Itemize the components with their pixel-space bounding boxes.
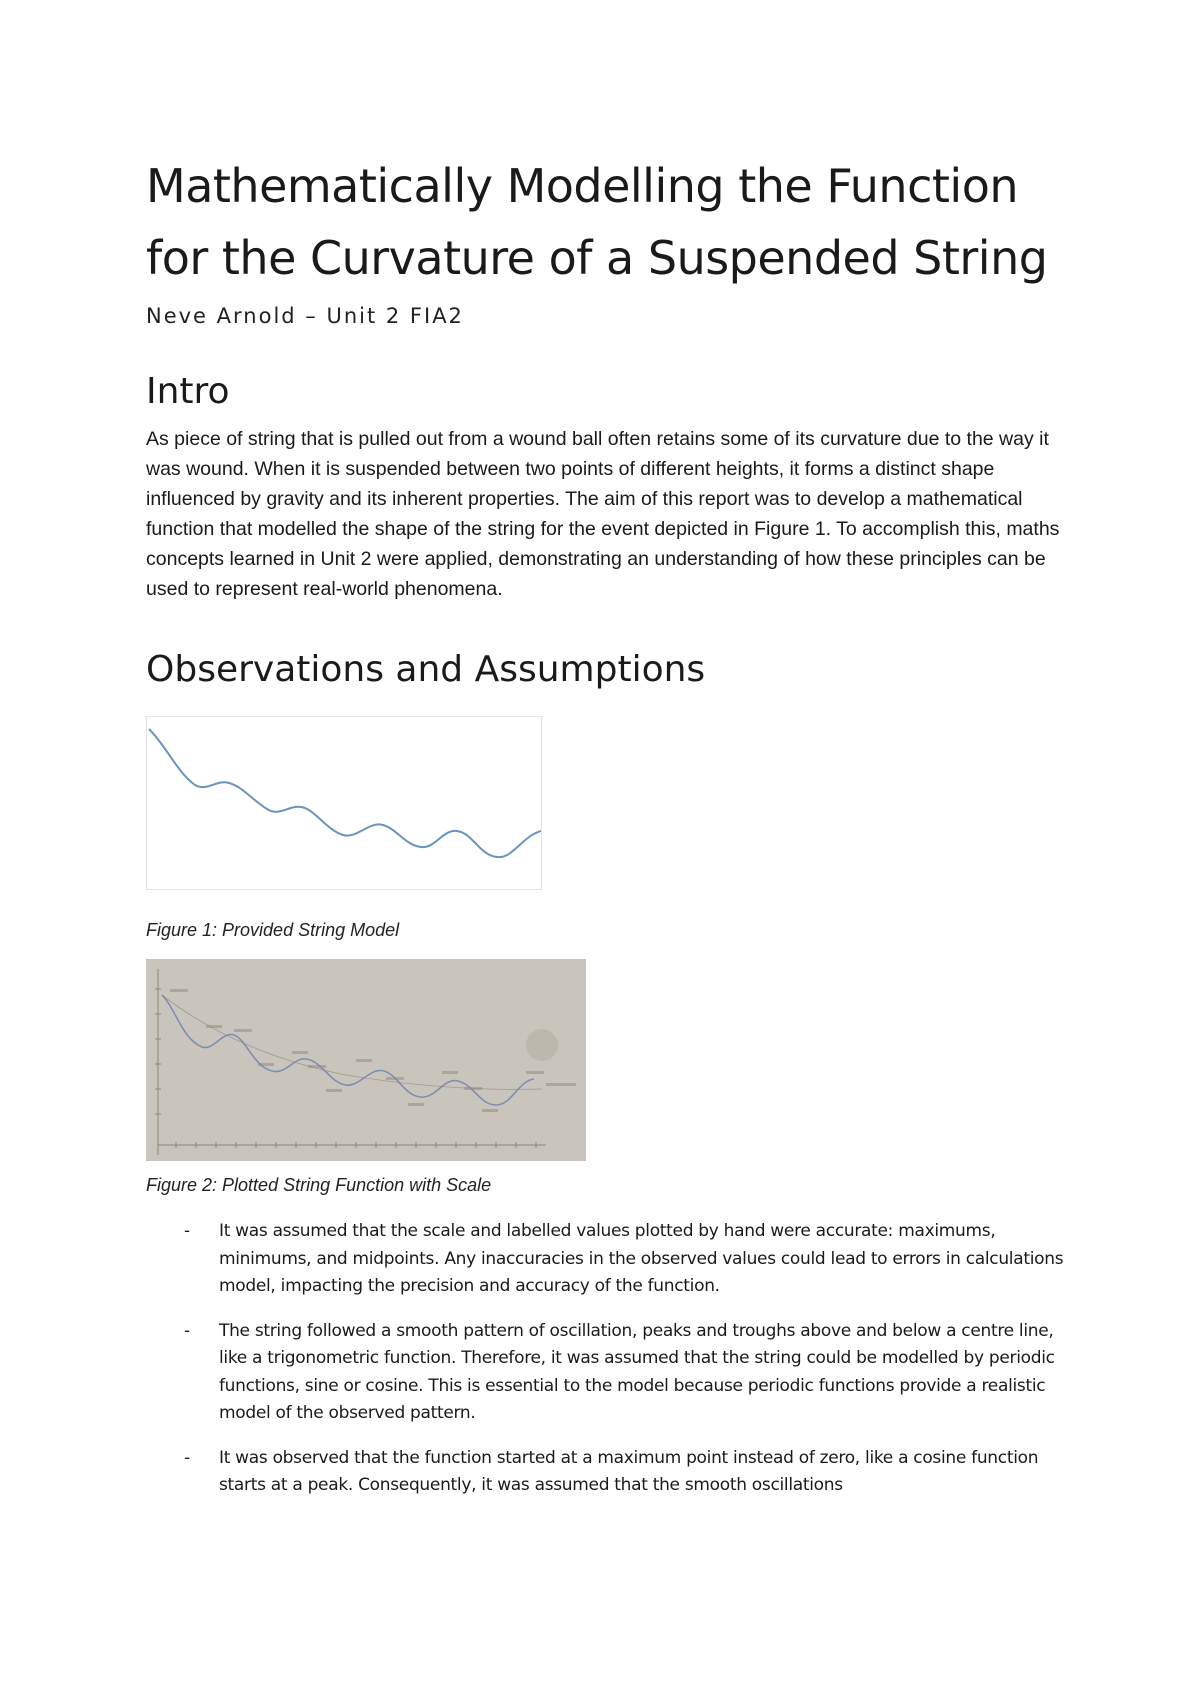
string-curve xyxy=(149,729,541,857)
intro-paragraph: As piece of string that is pulled out from a wound ball often retains some of its curvature due to the way it was wound. When it is suspended between two points of different heights, it forms a distinct shape influenced by gravity and its inherent properties. The aim of this report was to develop a mathematical function that modelled the shape of the string for the event depicted in Figure 1. To accomplish this, maths concepts learned in Unit 2 were applied, demonstrating an understanding of how these principles can be used to represent real-world phenomena. xyxy=(146,428,1060,600)
observations-heading: Observations and Assumptions xyxy=(146,649,706,690)
document-page xyxy=(146,150,1066,1517)
bullet-marker: - xyxy=(184,1221,190,1241)
bullet-marker: - xyxy=(184,1320,190,1341)
list-item-text: The string followed a smooth pattern of oscillation, peaks and troughs above and below a centre line, like a trigonometric function. Therefore, it was assumed that the string could be modelled by periodic functions, sine or cosine. This is essential to the model because periodic functions provide a realistic model of the observed pattern. xyxy=(219,1320,1055,1423)
assumptions-list xyxy=(146,1218,1066,1500)
bullet-marker: - xyxy=(184,1447,190,1468)
list-item xyxy=(146,1318,1066,1428)
document-title: Mathematically Modelling the Function for the Curvature of a Suspended String xyxy=(146,159,1048,285)
intro-heading: Intro xyxy=(146,371,230,412)
list-item-text: It was observed that the function started at a maximum point instead of zero, like a cosine function starts at a peak. Consequently, it was assumed that the smooth oscillations xyxy=(219,1447,1039,1495)
figure-1-string-model-image xyxy=(146,716,542,890)
list-item xyxy=(146,1445,1066,1500)
list-item-text: It was assumed that the scale and labelled values plotted by hand were accurate: maximums, minimums, and midpoints. Any inaccuracies in the observed values could lead to errors in calculations model, impacting the precision and accuracy of the function. xyxy=(219,1221,1064,1296)
figure-2-caption: Figure 2: Plotted String Function with Scale xyxy=(146,1175,492,1195)
figure-1-caption: Figure 1: Provided String Model xyxy=(146,920,400,940)
list-item xyxy=(146,1218,1066,1301)
author-subtitle: Neve Arnold – Unit 2 FIA2 xyxy=(146,304,464,328)
figure-2-plotted-photo xyxy=(146,959,586,1161)
